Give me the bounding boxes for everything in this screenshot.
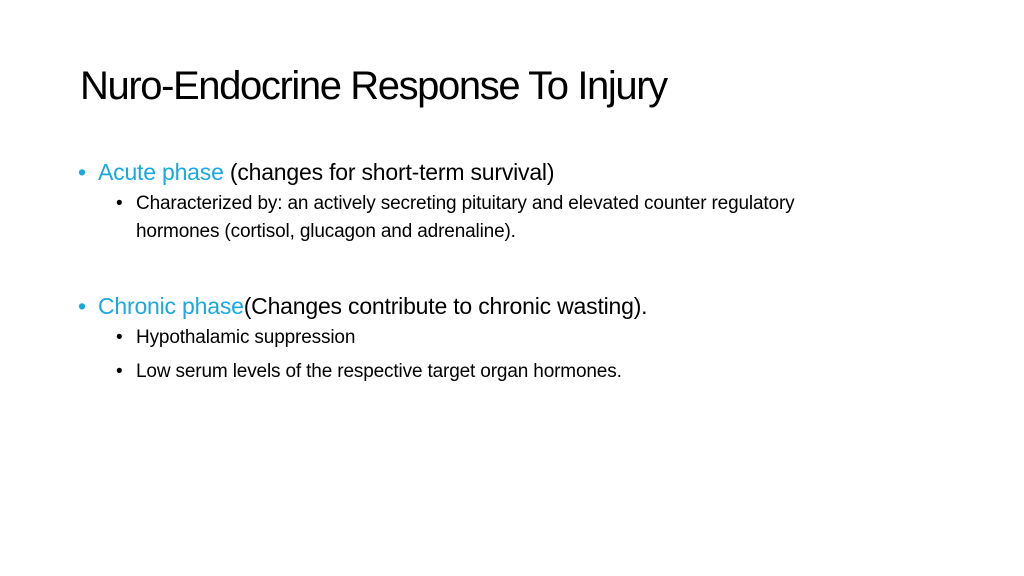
bullet-dot-icon: • — [116, 193, 123, 214]
acute-phase-subpoint — [116, 190, 876, 246]
chronic-phase-subpoint — [116, 324, 958, 352]
chronic-phase-subpoint-text: Hypothalamic suppression — [136, 327, 356, 348]
bullet-dot-icon: • — [78, 293, 86, 319]
acute-phase-subpoint-text: Characterized by: an actively secreting pituitary and elevated counter regulatory hormones (cortisol, glucagon and adrenaline). — [136, 193, 795, 242]
bullet-dot-icon: • — [78, 159, 86, 185]
bullet-acute-phase — [78, 156, 958, 188]
chronic-phase-heading: Chronic phase — [98, 293, 244, 319]
bullet-dot-icon: • — [116, 361, 123, 382]
bullet-chronic-phase — [78, 290, 958, 322]
acute-phase-heading: Acute phase — [98, 159, 224, 185]
chronic-phase-subpoint-text: Low serum levels of the respective target organ hormones. — [136, 361, 622, 382]
chronic-phase-subpoint — [116, 358, 958, 386]
acute-phase-description: (changes for short-term survival) — [223, 159, 555, 185]
chronic-phase-description: (Changes contribute to chronic wasting). — [243, 293, 648, 319]
slide-title: Nuro-Endocrine Response To Injury — [80, 64, 667, 108]
bullet-dot-icon: • — [116, 327, 123, 348]
slide-body — [78, 156, 958, 386]
